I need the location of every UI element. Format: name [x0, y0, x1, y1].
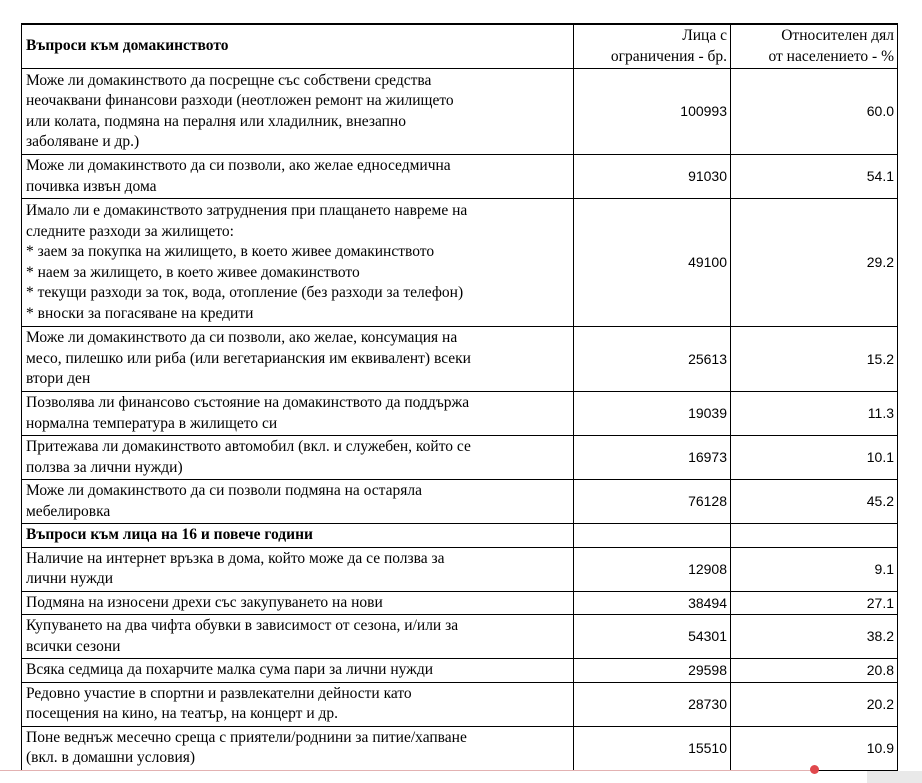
persons-cell: 28730: [574, 682, 731, 726]
persons-cell: 16973: [574, 436, 731, 480]
table-row: [22, 155, 898, 199]
share-cell: 27.1: [731, 591, 898, 615]
table-row: [22, 436, 898, 480]
question-cell: Всяка седмица да похарчите малка сума пари за лични нужди: [22, 659, 574, 683]
persons-cell: 25613: [574, 327, 731, 392]
question-cell: Може ли домакинството да си позволи, ако желае, консумация на месо, пилешко или риба (или вегетарианския им еквивалент) всеки втори ден: [22, 327, 574, 392]
share-cell: 29.2: [731, 199, 898, 327]
share-cell: 45.2: [731, 480, 898, 524]
table-row: [22, 659, 898, 683]
page-divider: [0, 770, 815, 771]
persons-cell: 19039: [574, 392, 731, 436]
empty-cell: [731, 524, 898, 548]
persons-cell: 38494: [574, 591, 731, 615]
header-share-cell: Относителен дял от населението - %: [731, 24, 898, 69]
question-cell: Имало ли е домакинството затруднения при плащането навреме на следните разходи за жилището: * заем за покупка на жилището, в което живее домакинството * наем за жилището, в което живее домакинството * текущи разходи за ток, вода, отопление (без разходи за телефон) * вноски за погасяване на кредити: [22, 199, 574, 327]
table-row: [22, 726, 898, 770]
header-question-cell: Въпроси към домакинството: [22, 24, 574, 69]
share-cell: 20.8: [731, 659, 898, 683]
share-cell: 11.3: [731, 392, 898, 436]
scroll-corner: [867, 771, 922, 783]
question-cell: Редовно участие в спортни и развлекателни дейности като посещения на кино, на театър, на концерт и др.: [22, 682, 574, 726]
drag-handle-dot[interactable]: [810, 765, 819, 774]
section-row: [22, 524, 898, 548]
table-row: [22, 547, 898, 591]
persons-cell: 29598: [574, 659, 731, 683]
share-cell: 9.1: [731, 547, 898, 591]
table-row: [22, 480, 898, 524]
header-row: [22, 24, 898, 69]
deprivation-table: [21, 23, 898, 771]
table-row: [22, 199, 898, 327]
persons-cell: 54301: [574, 615, 731, 659]
share-cell: 10.1: [731, 436, 898, 480]
question-cell: Позволява ли финансово състояние на домакинството да поддържа нормална температура в жилището си: [22, 392, 574, 436]
question-cell: Може ли домакинството да си позволи подмяна на остаряла мебелировка: [22, 480, 574, 524]
table-row: [22, 69, 898, 155]
section-title-cell: Въпроси към лица на 16 и повече години: [22, 524, 574, 548]
question-cell: Може ли домакинството да си позволи, ако желае едноседмична почивка извън дома: [22, 155, 574, 199]
persons-cell: 15510: [574, 726, 731, 770]
question-cell: Може ли домакинството да посрещне със собствени средства неочаквани финансови разходи (неотложен ремонт на жилището или колата, подмяна на пералня или хладилник, внезапно заболяване и др.): [22, 69, 574, 155]
table-row: [22, 392, 898, 436]
share-cell: 10.9: [731, 726, 898, 770]
persons-cell: 12908: [574, 547, 731, 591]
header-persons-cell: Лица с ограничения - бр.: [574, 24, 731, 69]
share-cell: 15.2: [731, 327, 898, 392]
persons-cell: 91030: [574, 155, 731, 199]
question-cell: Купуването на два чифта обувки в зависимост от сезона, и/или за всички сезони: [22, 615, 574, 659]
share-cell: 60.0: [731, 69, 898, 155]
empty-cell: [574, 524, 731, 548]
table-row: [22, 615, 898, 659]
question-cell: Притежава ли домакинството автомобил (вкл. и служебен, който се ползва за лични нужди): [22, 436, 574, 480]
table-row: [22, 682, 898, 726]
share-cell: 38.2: [731, 615, 898, 659]
question-cell: Подмяна на износени дрехи със закупуването на нови: [22, 591, 574, 615]
table-row: [22, 591, 898, 615]
persons-cell: 49100: [574, 199, 731, 327]
question-cell: Поне веднъж месечно среща с приятели/роднини за питие/хапване (вкл. в домашни условия): [22, 726, 574, 770]
question-cell: Наличие на интернет връзка в дома, който може да се ползва за лични нужди: [22, 547, 574, 591]
table-row: [22, 327, 898, 392]
share-cell: 20.2: [731, 682, 898, 726]
persons-cell: 100993: [574, 69, 731, 155]
persons-cell: 76128: [574, 480, 731, 524]
share-cell: 54.1: [731, 155, 898, 199]
